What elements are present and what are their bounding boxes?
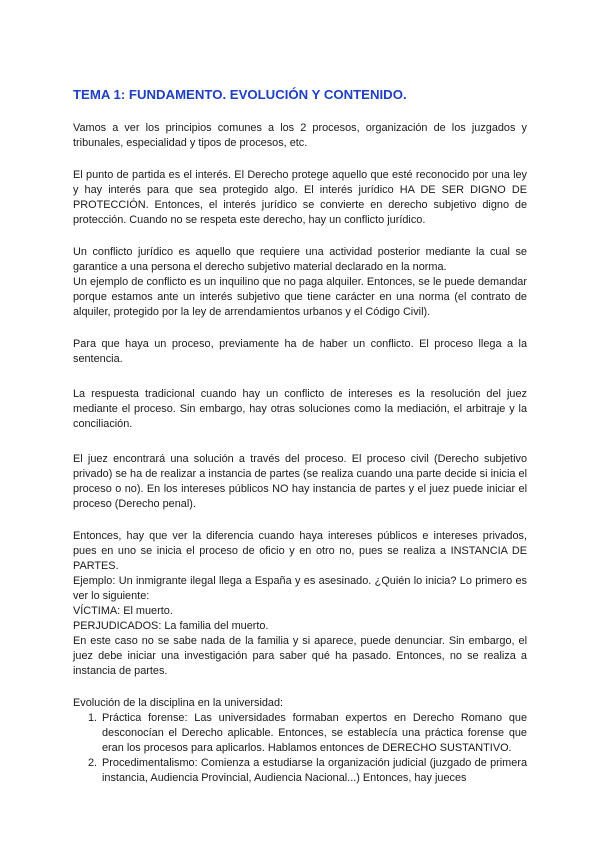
paragraph: Evolución de la disciplina en la universidad:	[73, 697, 284, 709]
list-text: Práctica forense: Las universidades formaban expertos en Derecho Romano que desconocían el Derecho aplicable. Entonces, se establecía una práctica forense que eran los procesos para aplicarlos. Hablamos entonces de DERECHO SUSTANTIVO.	[102, 712, 527, 754]
paragraph: La respuesta tradicional cuando hay un conflicto de intereses es la resolución del juez mediante el proceso. Sin embargo, hay otras soluciones como la mediación, el arbitraje y la conciliación.	[73, 388, 527, 430]
list-text: Procedimentalismo: Comienza a estudiarse la organización judicial (juzgado de primera instancia, Audiencia Provincial, Audiencia Nacional...) Entonces, hay jueces	[102, 757, 527, 784]
list-number: 2.	[88, 757, 98, 769]
paragraph: En este caso no se sabe nada de la familia y si aparece, puede denunciar. Sin embargo, el juez debe iniciar una investigación para saber qué ha pasado. Entonces, no se realiza a instancia de partes.	[73, 635, 527, 677]
list-item	[73, 711, 527, 756]
paragraph: PERJUDICADOS: La familia del muerto.	[73, 620, 269, 632]
paragraph: Ejemplo: Un inmigrante ilegal llega a España y es asesinado. ¿Quién lo inicia? Lo primero es ver lo siguiente:	[73, 575, 527, 602]
document-body	[73, 121, 527, 786]
list-item	[73, 756, 527, 786]
paragraph: El punto de partida es el interés. El Derecho protege aquello que esté reconocido por una ley y hay interés para que sea protegido algo. El interés jurídico HA DE SER DIGNO DE PROTECCIÓN. Entonces, el interés jurídico se convierte en derecho subjetivo digno de protección. Cuando no se respeta este derecho, hay un conflicto jurídico.	[73, 169, 527, 226]
paragraph: Entonces, hay que ver la diferencia cuando haya intereses públicos e intereses privados, pues en uno se inicia el proceso de oficio y en otro no, pues se realiza a INSTANCIA DE PARTES.	[73, 530, 527, 572]
paragraph: VÍCTIMA: El muerto.	[73, 605, 173, 617]
evolution-list	[73, 711, 527, 786]
paragraph: Un ejemplo de conflicto es un inquilino que no paga alquiler. Entonces, se le puede demandar porque estamos ante un interés subjetivo que tiene carácter en una norma (el contrato de alquiler, protegido por la ley de arrendamientos urbanos y el Código Civil).	[73, 276, 527, 318]
paragraph: Vamos a ver los principios comunes a los 2 procesos, organización de los juzgados y tribunales, especialidad y tipos de procesos, etc.	[73, 122, 527, 149]
paragraph: Un conflicto jurídico es aquello que requiere una actividad posterior mediante la cual se garantice a una persona el derecho subjetivo material declarado en la norma.	[73, 246, 527, 273]
list-number: 1.	[88, 712, 98, 724]
document-title: TEMA 1: FUNDAMENTO. EVOLUCIÓN Y CONTENIDO.	[73, 87, 407, 102]
paragraph: El juez encontrará una solución a través del proceso. El proceso civil (Derecho subjetivo privado) se ha de realizar a instancia de partes (se realiza cuando una parte decide si inicia el proceso o no). En los intereses públicos NO hay instancia de partes y el juez puede iniciar el proceso (Derecho penal).	[73, 453, 527, 510]
paragraph: Para que haya un proceso, previamente ha de haber un conflicto. El proceso llega a la sentencia.	[73, 338, 527, 365]
